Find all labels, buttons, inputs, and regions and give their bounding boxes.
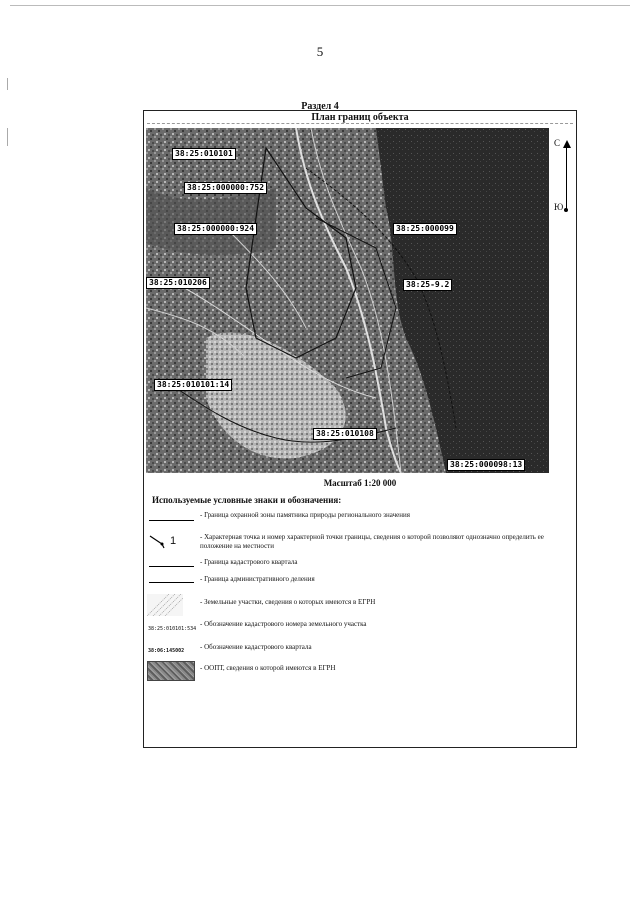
page-number: 5 (316, 44, 324, 59)
cadastral-label: 38:25-9.2 (403, 279, 452, 291)
legend-item: - Граница охранной зоны памятника природы регионального значения (200, 511, 410, 519)
boundary-point-icon (148, 534, 182, 550)
cadastral-label: 38:25:000098:13 (447, 459, 525, 471)
top-rule (10, 5, 630, 6)
admin-boundary-symbol (149, 582, 194, 583)
south-label: Ю (554, 202, 564, 212)
map-imagery (146, 128, 549, 473)
north-arrow (554, 138, 576, 218)
margin-mark (7, 78, 8, 90)
north-label: С (554, 138, 561, 148)
map-scale: Масштаб 1:20 000 (323, 478, 397, 488)
arrow-axis (566, 144, 567, 210)
legend-item: - Характерная точка и номер характерной точки границы, сведения о которой позволяют однозначно определить ее положение на местности (200, 533, 544, 550)
cadastral-label: 38:25:000000:752 (184, 182, 267, 194)
cadastral-label: 38:25:000000:924 (174, 223, 257, 235)
frame-bottom-rule (143, 747, 577, 748)
protection-zone-symbol (149, 520, 194, 521)
legend-item: - Земельные участки, сведения о которых имеются в ЕГРН (200, 598, 376, 606)
cadastral-label: 38:25:010108 (313, 428, 377, 440)
oopt-texture-icon (147, 661, 195, 681)
arrow-dot-icon (564, 208, 568, 212)
cadastral-label: 38:25:000099 (393, 223, 457, 235)
section-title: Раздел 4 (301, 101, 339, 112)
quarter-boundary-symbol (149, 566, 194, 567)
title-underline (147, 123, 573, 124)
cadastral-label: 38:25:010101:14 (154, 379, 232, 391)
parcel-number-sample: 38:25:010101:534 (148, 626, 197, 632)
cadastral-label: 38:25:010206 (146, 277, 210, 289)
margin-mark (7, 128, 8, 146)
legend-item: - Обозначение кадастрового номера земельного участка (200, 620, 367, 628)
point-number: 1 (170, 535, 177, 547)
legend-item: - Обозначение кадастрового квартала (200, 643, 312, 651)
plan-title: План границ объекта (311, 112, 409, 123)
legend-item: - Граница кадастрового квартала (200, 558, 298, 566)
quarter-number-sample: 38:06:145002 (148, 648, 185, 654)
arrow-up-icon (563, 140, 571, 148)
parcel-hatch-icon (147, 594, 183, 616)
cadastral-label: 38:25:010101 (172, 148, 236, 160)
legend-title: Используемые условные знаки и обозначения: (152, 495, 342, 505)
satellite-map[interactable] (146, 128, 549, 473)
legend-item: - ООПТ, сведения о которой имеются в ЕГРН (200, 664, 336, 672)
legend-item: - Граница административного деления (200, 575, 315, 583)
